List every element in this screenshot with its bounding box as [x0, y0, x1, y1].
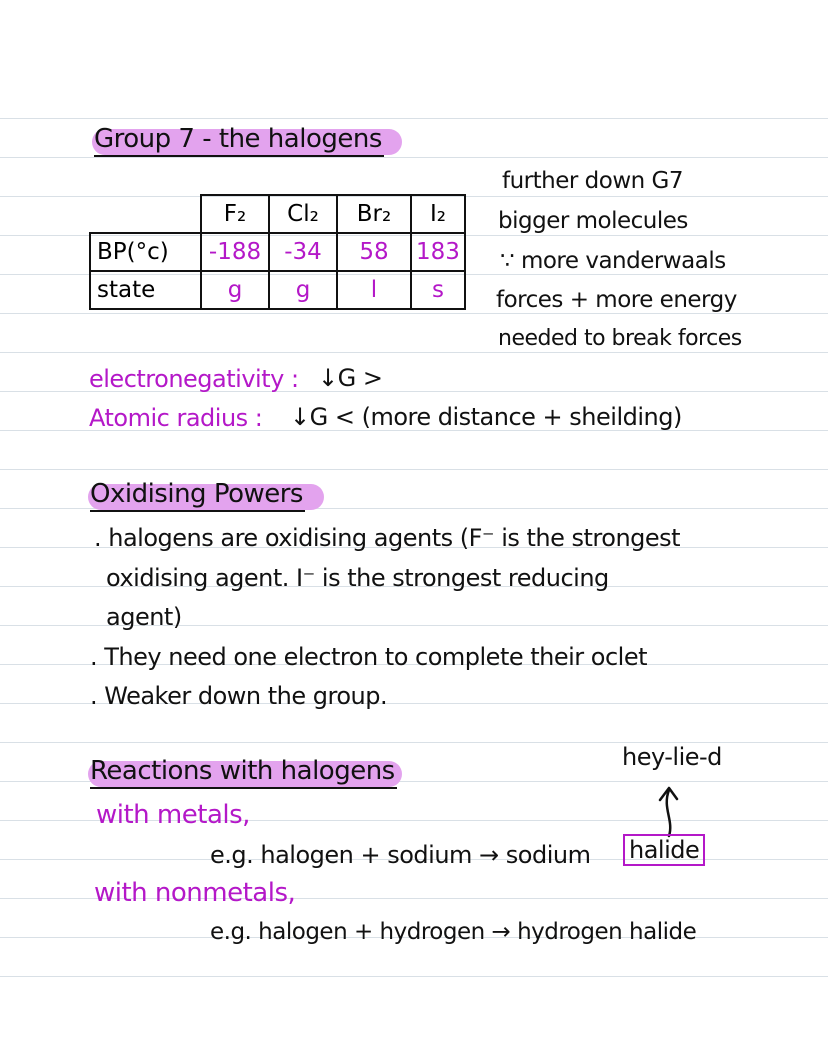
- electronegativity-label: electronegativity :: [89, 365, 299, 393]
- atomic-radius-label: Atomic radius :: [89, 404, 263, 432]
- side-note-line: bigger molecules: [498, 208, 688, 234]
- heading-oxidising: [90, 481, 305, 507]
- table-cell: 183: [411, 233, 465, 271]
- table-col-cl2: Cl₂: [269, 195, 337, 233]
- table-col-i2: I₂: [411, 195, 465, 233]
- side-note-line: needed to break forces: [498, 326, 742, 351]
- nonmetals-example: e.g. halogen + hydrogen → hydrogen halide: [210, 919, 697, 945]
- table-corner: [90, 195, 201, 233]
- table-row: [90, 271, 465, 309]
- oxidising-line: . They need one electron to complete their oclet: [90, 643, 648, 671]
- oxidising-line: agent): [106, 603, 182, 631]
- table-cell: g: [269, 271, 337, 309]
- table-header-row: [90, 195, 465, 233]
- halide-boxed-word: halide: [629, 836, 700, 864]
- electronegativity-trend: ↓G >: [318, 364, 383, 392]
- heading-reactions: [90, 758, 397, 784]
- table-cell: s: [411, 271, 465, 309]
- table-col-br2: Br₂: [337, 195, 411, 233]
- heading-group7-text: Group 7 - the halogens: [94, 124, 384, 157]
- atomic-radius-trend: ↓G < (more distance + sheilding): [290, 403, 682, 431]
- table-cell: 58: [337, 233, 411, 271]
- arrow-up-icon: [654, 780, 684, 840]
- heading-oxidising-text: Oxidising Powers: [90, 479, 305, 512]
- table-row-label: BP(°c): [90, 233, 201, 271]
- pronunciation-note: hey-lie-d: [622, 743, 722, 771]
- with-nonmetals-label: with nonmetals,: [94, 878, 296, 908]
- with-metals-label: with metals,: [96, 800, 250, 830]
- heading-group7: [94, 126, 384, 152]
- boiling-point-table: [89, 194, 466, 310]
- halide-box: [623, 834, 705, 866]
- heading-reactions-text: Reactions with halogens: [90, 756, 397, 789]
- oxidising-line: . Weaker down the group.: [90, 682, 388, 710]
- table-row: [90, 233, 465, 271]
- table-cell: -34: [269, 233, 337, 271]
- table-cell: l: [337, 271, 411, 309]
- oxidising-line: oxidising agent. I⁻ is the strongest reducing: [106, 564, 609, 592]
- oxidising-line: . halogens are oxidising agents (F⁻ is the strongest: [94, 524, 681, 552]
- table-row-label: state: [90, 271, 201, 309]
- metals-example: e.g. halogen + sodium → sodium: [210, 841, 591, 869]
- side-note-line: forces + more energy: [496, 287, 737, 313]
- side-note-line: ∵ more vanderwaals: [500, 248, 726, 274]
- table-cell: g: [201, 271, 269, 309]
- table-col-f2: F₂: [201, 195, 269, 233]
- side-note-line: further down G7: [502, 168, 683, 194]
- table-cell: -188: [201, 233, 269, 271]
